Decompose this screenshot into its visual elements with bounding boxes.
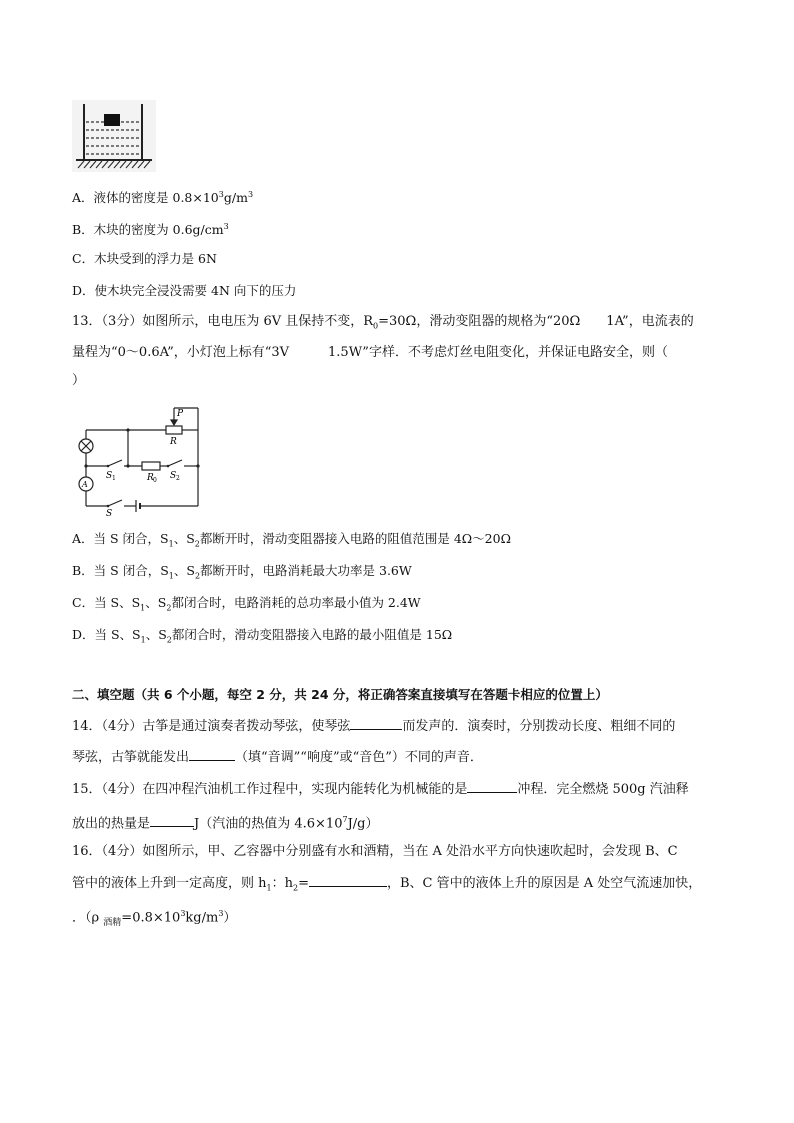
q14-blank-1[interactable] xyxy=(350,717,402,730)
label-P: P xyxy=(177,409,184,419)
q16-line2: 管中的液体上升到一定高度，则 $h_1$：$h_2=$ ，B、C 管中的液体上升的原因是 A 处空气流速加快， xyxy=(72,876,702,893)
q14-blank-2[interactable] xyxy=(189,748,235,761)
q13-option-a: A．当 S 闭合，$S_1$、$S_2$都断开时，滑动变阻器接入电路的阻值范围是 4Ω～20Ω xyxy=(72,531,511,549)
q13-stem-line2: 量程为“0～0.6A”，小灯泡上标有“3V 1.5W”字样．不考虑灯丝电阻变化，并保证电路安全，则（ xyxy=(72,345,668,360)
q12-option-c: C．木块受到的浮力是 6N xyxy=(72,251,217,266)
q14-line1: 14．（4分）古筝是通过演奏者拨动琴弦，使琴弦 而发声的．演奏时，分别拨动长度、粗细不同的 xyxy=(72,719,676,734)
q15-blank-2[interactable] xyxy=(150,814,194,827)
label-S1-sub: 1 xyxy=(112,475,116,482)
q13-option-d: D．当 S、$S_1$、$S_2$都闭合时，滑动变阻器接入电路的最小阻值是 15Ω xyxy=(72,627,453,645)
q14-line2: 琴弦，古筝就能发出 （填“音调”“响度”或“音色”）不同的声音． xyxy=(72,750,483,765)
q12-option-a: A．液体的密度是 $0.8\times 10^3g/m^3$ xyxy=(72,190,254,206)
label-A: A xyxy=(82,480,88,489)
q13-option-b: B．当 S 闭合，$S_1$、$S_2$都断开时，电路消耗最大功率是 3.6W xyxy=(72,563,412,581)
label-R: R xyxy=(170,437,177,447)
label-S1: S xyxy=(106,471,113,481)
q16-blank-1[interactable] xyxy=(309,874,387,887)
q16-line3: ．（ρ $_{酒精}=0.8\times 10^3kg/m^3$） xyxy=(72,909,237,928)
block-in-liquid-figure xyxy=(72,100,156,172)
label-S: S xyxy=(106,509,113,516)
label-S2-sub: 2 xyxy=(176,475,180,482)
q13-stem-line3: ） xyxy=(72,373,86,388)
q15-line2: 放出的热量是 J（汽油的热值为 $4.6\times 10^7J/g$） xyxy=(72,815,379,832)
q16-line1: 16．（4分）如图所示，甲、乙容器中分别盛有水和酒精，当在 A 处沿水平方向快速吹起时，会发现 B、C xyxy=(72,844,678,859)
q15-line1: 15．（4分）在四冲程汽油机工作过程中，实现内能转化为机械能的是 冲程．完全燃烧 500g 汽油释 xyxy=(72,782,689,797)
q12-option-b: B．木块的密度为 $0.6g/cm^3$ xyxy=(72,222,229,238)
circuit-diagram xyxy=(70,404,210,516)
q13-stem-line1: 13．（3分）如图所示，电电压为 6V 且保持不变，$R_0=30\Omega$，滑动变阻器的规格为“20Ω 1A”，电流表的 xyxy=(72,314,694,331)
section-2-heading: 二、填空题（共 6 个小题，每空 2 分，共 24 分，将正确答案直接填写在答题卡相应的位置上） xyxy=(72,687,608,702)
q12-option-d: D．使木块完全浸没需要 4N 向下的压力 xyxy=(72,283,297,298)
q13-option-c: C．当 S、$S_1$、$S_2$都闭合时，电路消耗的总功率最小值为 2.4W xyxy=(72,595,421,613)
label-R0: R xyxy=(147,473,154,483)
q15-blank-1[interactable] xyxy=(467,780,517,793)
label-R0-sub: 0 xyxy=(153,477,157,484)
label-S2: S xyxy=(170,471,177,481)
